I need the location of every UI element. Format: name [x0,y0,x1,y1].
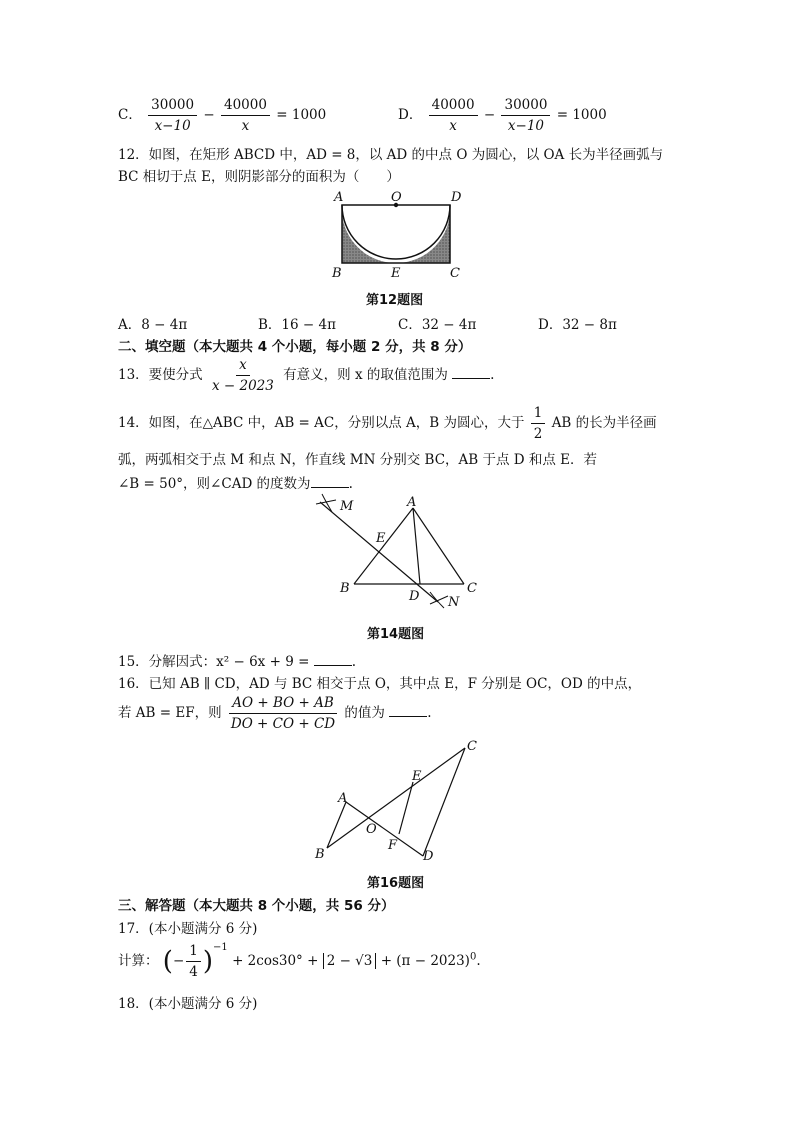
segment-bc [327,748,465,848]
q12-figure [325,188,475,283]
q14-line-1-suffix: AB 的长为半径画 [551,415,657,431]
q11-option-d [398,96,607,135]
q12-line-2: BC 相切于点 E，则阴影部分的面积为（ ） [118,169,400,185]
arc-mark-m [316,494,336,512]
q17-title: 17．(本小题满分 6 分) [118,921,258,937]
numerator: AO + BO + AB [229,694,337,714]
label-d: D [423,849,434,864]
fraction [228,694,338,733]
q14-line-3 [118,472,353,492]
numerator: x [236,356,250,376]
right-paren: ) [202,946,214,977]
q14-line-1-prefix: 14．如图，在△ABC 中，AB = AC，分别以点 A，B 为圆心，大于 [118,415,525,431]
numerator: 1 [531,404,546,424]
q12-option-b: B．16 − 4π [258,317,336,333]
segment-ef [399,782,413,834]
period: . [351,654,356,670]
absolute-value-content: 2 − √3 [326,953,373,969]
label-a: A [334,190,344,205]
answer-blank[interactable] [452,366,490,379]
denominator: x−10 [507,118,545,134]
label-f: F [388,838,398,853]
label-o: O [366,822,377,837]
label-o: O [391,190,402,205]
answer-blank[interactable] [389,704,427,717]
equation-rhs: = 1000 [276,107,327,123]
fraction [186,942,201,981]
answer-blank[interactable] [314,653,352,666]
q14-line-2: 弧，两弧相交于点 M 和点 N，作直线 MN 分别交 BC，AB 于点 D 和点 E．若 [118,452,598,468]
numerator: 30000 [501,96,550,116]
section-3-heading: 三、解答题（本大题共 8 个小题，共 56 分） [118,898,395,914]
label-e: E [391,266,401,281]
q16-line-1: 16．已知 AB ∥ CD，AD 与 BC 相交于点 O，其中点 E，F 分别是 OC，OD 的中点， [118,676,642,692]
q15 [118,650,356,670]
q13 [118,356,494,395]
denominator: DO + CO + CD [230,716,336,732]
numerator: 40000 [429,96,478,116]
q16-figure [310,736,485,866]
q18-title: 18．(本小题满分 6 分) [118,996,258,1012]
label-c: C [467,739,477,754]
q14-line-1 [118,404,657,443]
denominator: x [449,118,457,134]
label-e: E [412,769,422,784]
q12-option-d: D．32 − 8π [538,317,617,333]
label-b: B [315,847,325,862]
q12-option-c: C．32 − 4π [398,317,477,333]
segment-cd [423,748,465,856]
label-b: B [332,266,342,281]
fraction-half [531,404,546,443]
fraction [429,96,478,135]
segment-ad [413,508,420,584]
label-b: B [340,581,350,596]
q11-option-c [118,96,326,135]
denominator: x − 2023 [211,378,274,394]
fraction [148,96,197,135]
label-c: C [450,266,460,281]
numerator: 1 [186,942,201,962]
q16-line-2-prefix: 若 AB = EF，则 [118,705,222,721]
label-d: D [451,190,462,205]
minus-sign: − [203,107,215,123]
numerator: 30000 [148,96,197,116]
denominator: 2 [533,426,543,442]
period: . [427,705,432,721]
exponent: −1 [213,941,228,953]
label-e: E [376,531,386,546]
denominator: 4 [189,964,198,980]
q13-prefix: 13．要使分式 [118,367,203,383]
period: . [476,953,481,969]
arc-mark-n [430,592,448,608]
equation-rhs: = 1000 [556,107,607,123]
label-a: A [338,791,348,806]
label-c: C [467,581,477,596]
q12-option-a: A．8 − 4π [118,317,188,333]
q12-line-1: 12．如图，在矩形 ABCD 中，AD = 8，以 AD 的中点 O 为圆心，以 OA 长为半径画弧与 [118,147,664,163]
minus-sign: − [172,953,185,969]
fraction [209,356,277,395]
numerator: 40000 [221,96,270,116]
q12-caption: 第12题图 [366,293,424,308]
q16-caption: 第16题图 [367,876,425,891]
option-label: D． [398,107,423,123]
label-a: A [407,495,417,510]
segment-ad [346,802,423,856]
q15-text: 15．分解因式：x² − 6x + 9 = [118,654,310,670]
q16-line-2 [118,694,432,733]
section-2-heading: 二、填空题（本大题共 4 个小题，每小题 2 分，共 8 分） [118,339,472,355]
denominator: x−10 [154,118,191,134]
q17-term: + 2cos30° + [232,953,319,969]
period: . [348,476,353,492]
fraction [501,96,550,135]
absolute-value [323,953,377,969]
option-label: C． [118,107,142,123]
q16-line-2-suffix: 的值为 [344,705,385,721]
q17-expression [118,942,481,981]
label-n: N [448,595,460,610]
denominator: x [241,118,250,134]
label-d: D [409,589,420,604]
fraction [221,96,270,135]
q14-line-3-text: ∠B = 50°，则∠CAD 的度数为 [118,476,311,492]
left-paren: ( [162,946,173,977]
q17-term: + (π − 2023) [380,953,470,969]
answer-blank[interactable] [311,475,349,488]
minus-sign: − [483,107,496,123]
exponent: 0 [469,951,477,963]
segment-ac [413,508,464,584]
q14-caption: 第14题图 [367,627,425,642]
q17-prefix: 计算： [118,953,159,969]
period: . [490,367,495,383]
q14-figure [310,492,490,614]
q13-suffix: 有意义，则 x 的取值范围为 [283,367,448,383]
label-m: M [340,499,354,514]
